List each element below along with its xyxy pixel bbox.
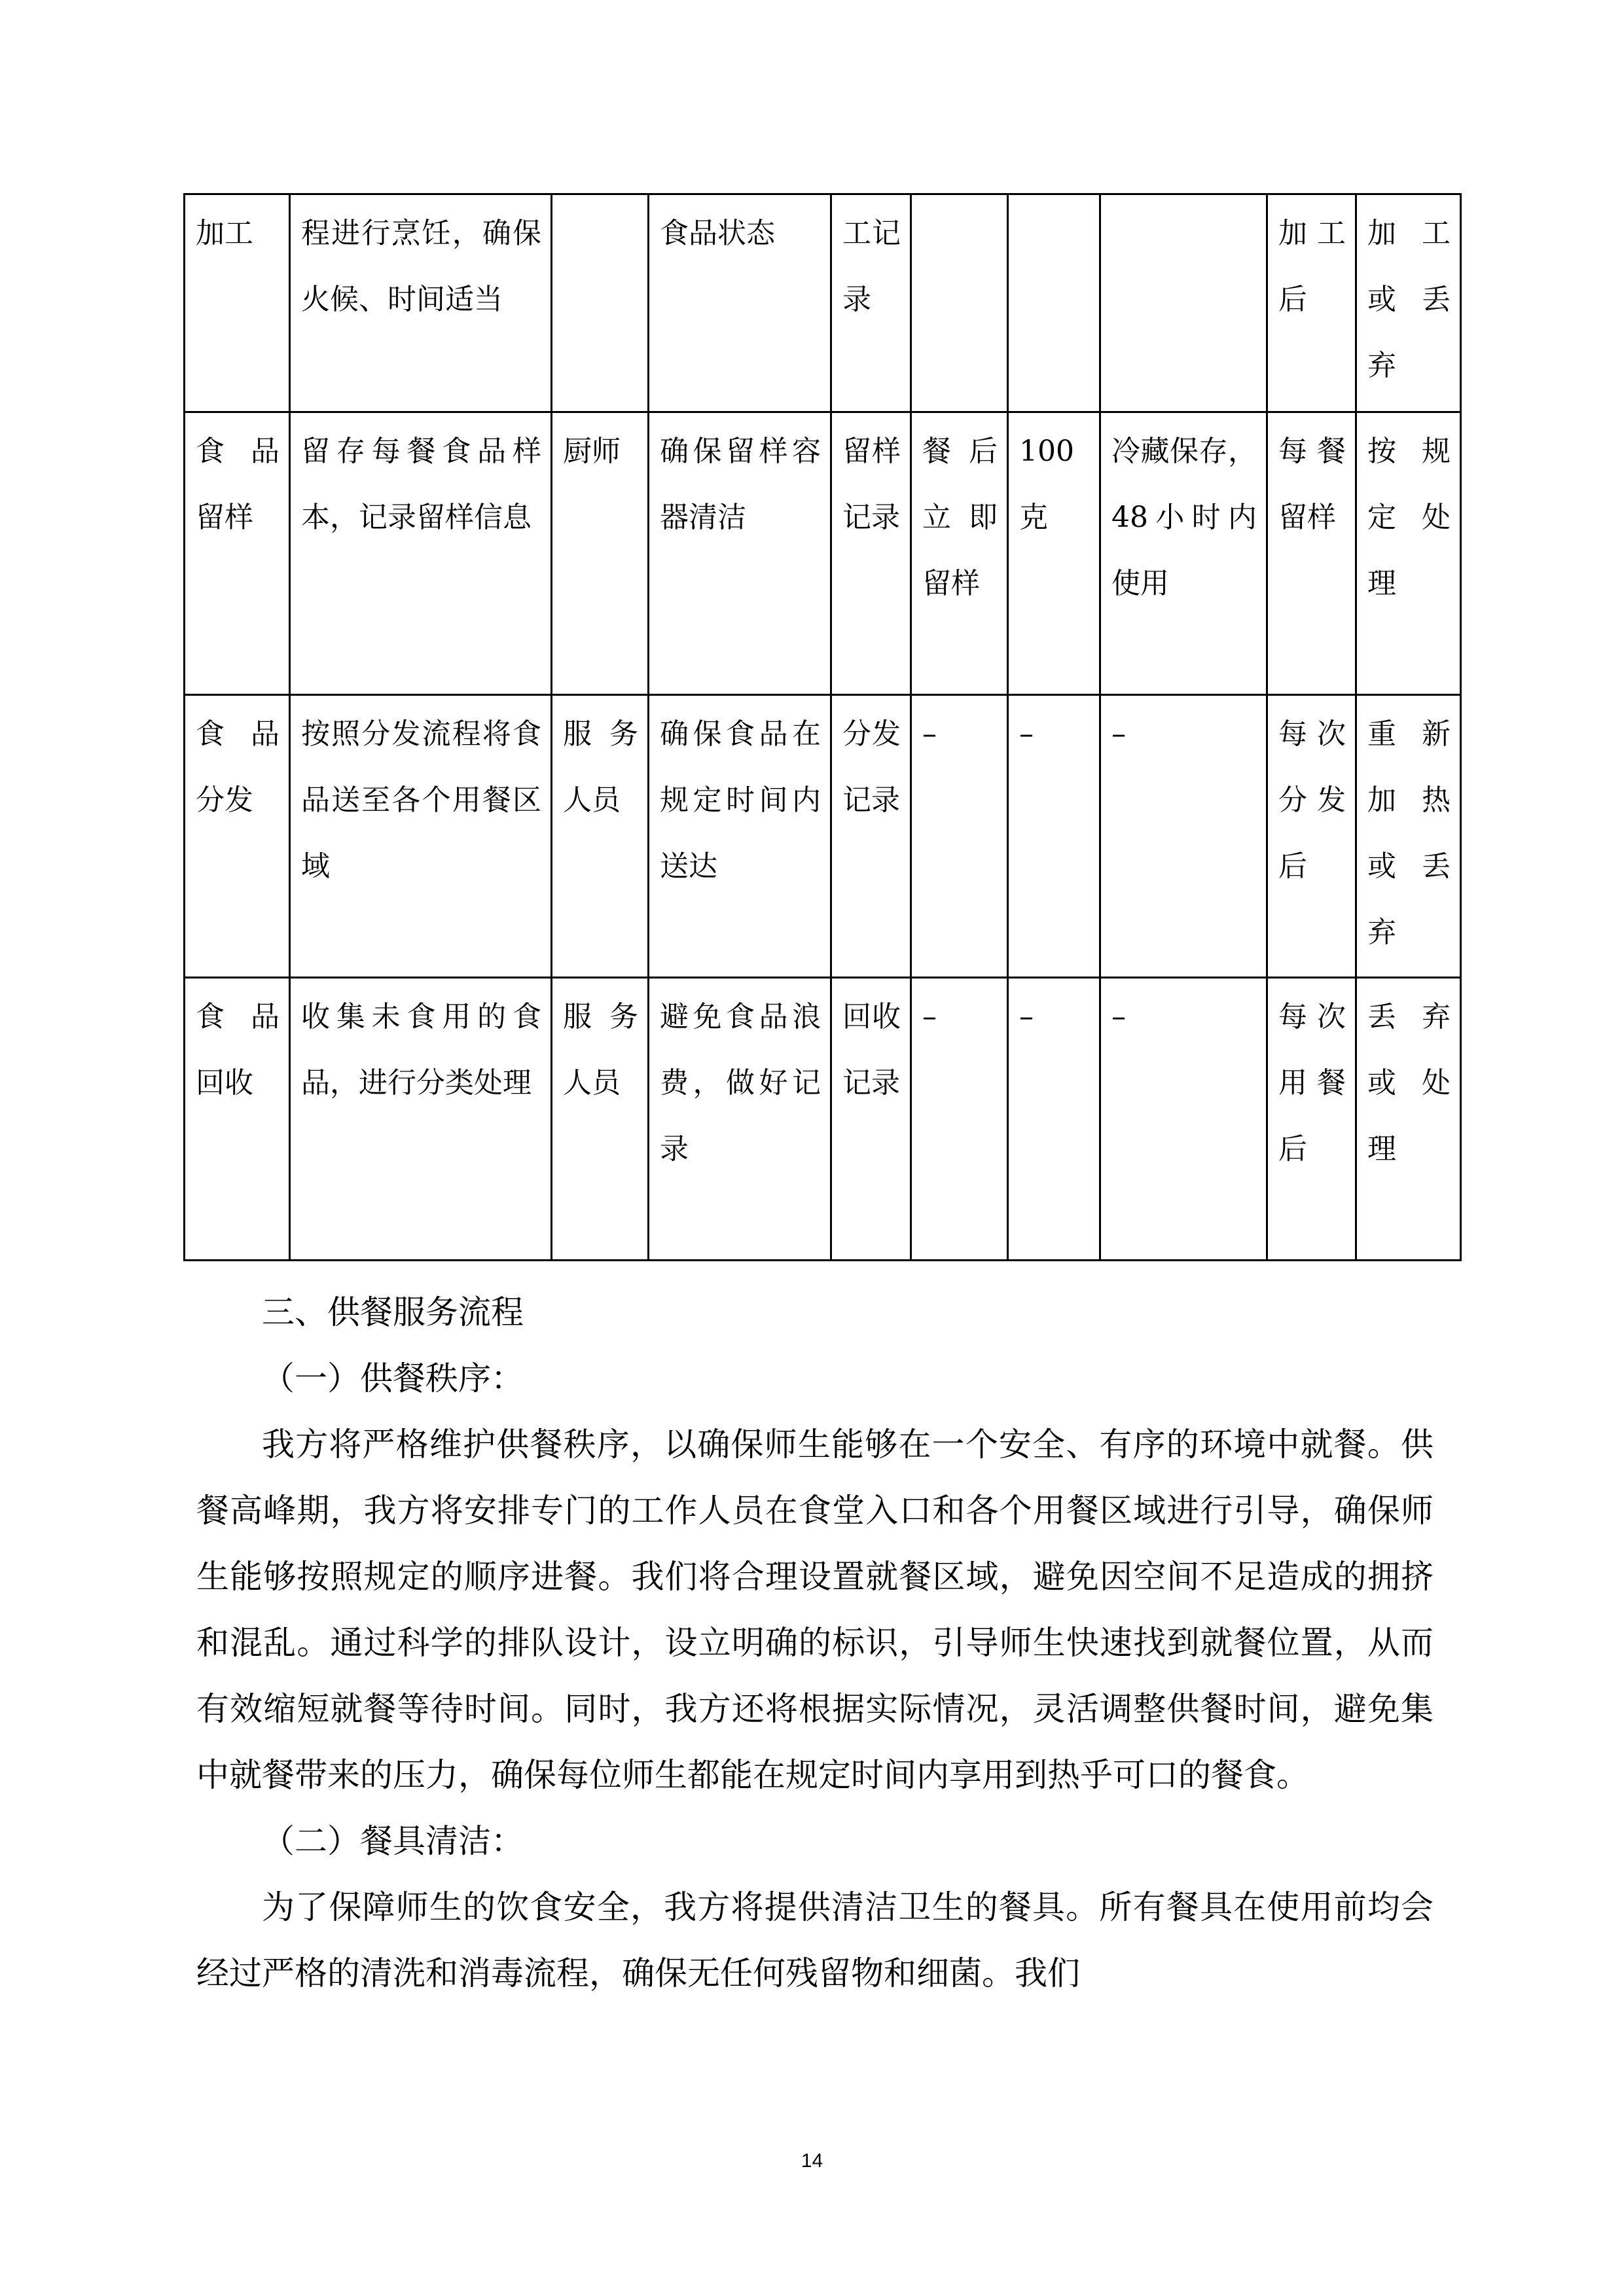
table-cell: – [911,978,1008,1261]
table-cell: 餐后立即留样 [911,412,1008,695]
page-number: 14 [801,2150,823,2172]
table-cell: – [1100,695,1267,978]
table-cell: 收集未食用的食品，进行分类处理 [290,978,552,1261]
table-cell [552,194,649,412]
table-cell: 按规定处理 [1356,412,1461,695]
table-row [185,412,1461,695]
food-process-table [183,193,1462,1261]
table-cell: 确保食品在规定时间内送达 [649,695,831,978]
table-cell: 加工或丢弃 [1356,194,1461,412]
subsection-title-order: （一）供餐秩序： [262,1359,524,1397]
table-cell [1008,194,1100,412]
table-cell: 回收记录 [831,978,911,1261]
table-cell: 每次用餐后 [1267,978,1356,1261]
table-cell: – [1008,978,1100,1261]
table-cell: 分发记录 [831,695,911,978]
table-cell [1100,194,1267,412]
table-cell: 重新加热或丢弃 [1356,695,1461,978]
table-cell: 工记录 [831,194,911,412]
document-body [196,1280,1434,2007]
table-cell: 留存每餐食品样本，记录留样信息 [290,412,552,695]
section-title: 三、供餐服务流程 [262,1293,524,1331]
table-cell: 每餐留样 [1267,412,1356,695]
table-cell: 避免食品浪费，做好记录 [649,978,831,1261]
table-cell: – [1008,695,1100,978]
table-row [185,695,1461,978]
table-row [185,194,1461,412]
table-cell: 食品状态 [649,194,831,412]
table-cell: 冷藏保存，48小时内使用 [1100,412,1267,695]
table-cell: 加工后 [1267,194,1356,412]
table-cell: 食品留样 [185,412,290,695]
table-cell: 100克 [1008,412,1100,695]
table-cell: – [911,695,1008,978]
subsection-title-tableware: （二）餐具清洁： [262,1822,524,1860]
table-row [185,978,1461,1261]
table-cell: 服务人员 [552,978,649,1261]
table-cell: 每次分发后 [1267,695,1356,978]
table-cell [911,194,1008,412]
table-cell: 留样记录 [831,412,911,695]
paragraph-order: 我方将严格维护供餐秩序，以确保师生能够在一个安全、有序的环境中就餐。供餐高峰期，我方将安排专门的工作人员在食堂入口和各个用餐区域进行引导，确保师生能够按照规定的顺序进餐。我们将合理设置就餐区域，避免因空间不足造成的拥挤和混乱。通过科学的排队设计，设立明确的标识，引导师生快速找到就餐位置，从而有效缩短就餐等待时间。同时，我方还将根据实际情况，灵活调整供餐时间，避免集中就餐带来的压力，确保每位师生都能在规定时间内享用到热乎可口的餐食。 [196,1426,1434,1794]
table-cell: 按照分发流程将食品送至各个用餐区域 [290,695,552,978]
table-cell: 程进行烹饪，确保火候、时间适当 [290,194,552,412]
table-cell: 食品分发 [185,695,290,978]
table-cell: 服务人员 [552,695,649,978]
table-cell: 厨师 [552,412,649,695]
table-cell: 确保留样容器清洁 [649,412,831,695]
table-cell: 丢弃或处理 [1356,978,1461,1261]
paragraph-tableware: 为了保障师生的饮食安全，我方将提供清洁卫生的餐具。所有餐具在使用前均会经过严格的清洗和消毒流程，确保无任何残留物和细菌。我们 [196,1888,1434,1992]
table-cell: – [1100,978,1267,1261]
table-cell: 加工 [185,194,290,412]
table-cell: 食品回收 [185,978,290,1261]
